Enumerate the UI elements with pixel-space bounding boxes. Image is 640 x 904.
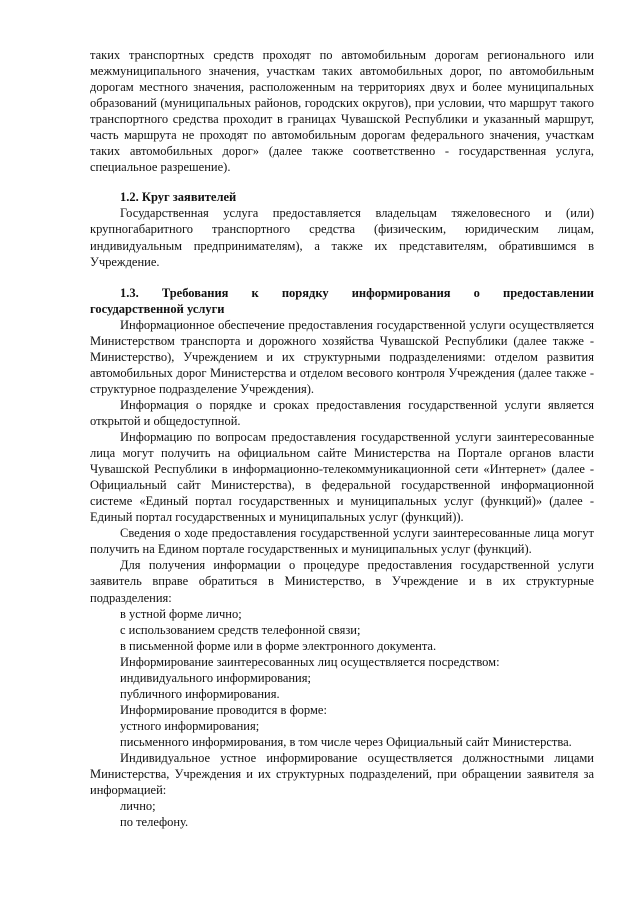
list-item: публичного информирования. xyxy=(120,686,280,701)
intro-paragraph: таких транспортных средств проходят по автомобильным дорогам регионального или межмуниципального значения, участкам таких автомобильных дорог, по автомобильным дорогам местного значения, расположенным на территориях двух и более муниципальных образований (муниципальных районов, городских округов), при условии, что маршрут такого транспортного средства проходит в границах Чувашской Республики и указанный маршрут, часть маршрута не проходят по автомобильным дорогам федерального значения, участкам таких автомобильных дорог» (далее также соответственно - государственная услуга, специальное разрешение). xyxy=(90,48,594,175)
spacer xyxy=(90,175,594,189)
form-intro: Информирование проводится в форме: xyxy=(120,702,327,717)
written-informing: письменного информирования, в том числе через Официальный сайт Министерства. xyxy=(120,734,572,749)
section-1-2-text: Государственная услуга предоставляется владельцам тяжеловесного и (или) крупногабаритного транспортного средства (физическим, юридическим лицам, индивидуальным предпринимателям), а также их представителям, обратившимся в Учреждение. xyxy=(90,206,594,269)
section-1-3-heading-line2: государственной услуги xyxy=(90,301,225,316)
section-1-2-heading: 1.2. Круг заявителей xyxy=(120,190,237,205)
paragraph-how-to-request: Для получения информации о процедуре предоставления государственной услуги заявитель вправе обратиться в Министерство, в Учреждение и в их структурные подразделения: xyxy=(90,558,594,605)
list-item: устного информирования; xyxy=(120,718,260,733)
list-item: по телефону. xyxy=(120,815,189,830)
informing-intro: Информирование заинтересованных лиц осуществляется посредством: xyxy=(120,654,500,669)
paragraph-info-sources: Информацию по вопросам предоставления государственной услуги заинтересованные лица могут получить на официальном сайте Министерства на Портале органов власти Чувашской Республики в информационно-телекоммуникационной сети «Интернет» (далее - Официальный сайт Министерства), в федеральной государственной информационной системе «Единый портал государственных и муниципальных услуг (функций)» (далее - Единый портал государственных и муниципальных услуг (функций)). xyxy=(90,430,594,525)
individual-oral-informing: Индивидуальное устное информирование осуществляется должностными лицами Министерства, Учреждения и их структурных подразделений, при обращении заявителя за информацией: xyxy=(90,750,594,798)
list-item: в письменной форме или в форме электронного документа. xyxy=(120,638,437,653)
list-item: индивидуального информирования; xyxy=(120,670,311,685)
list-item: лично; xyxy=(120,799,156,814)
list-item: в устной форме лично; xyxy=(120,606,242,621)
paragraph-status-info: Сведения о ходе предоставления государственной услуги заинтересованные лица могут получить на Едином портале государственных и муниципальных услуг (функций). xyxy=(90,526,594,557)
list-item: с использованием средств телефонной связи; xyxy=(120,622,361,637)
document-page xyxy=(90,47,594,830)
spacer xyxy=(90,270,594,285)
paragraph-info-provision: Информационное обеспечение предоставления государственной услуги осуществляется Министерством транспорта и дорожного хозяйства Чувашской Республики (далее также - Министерство), Учреждением и их структурными подразделениями: отделом развития автомобильных дорог Министерства и отделом весового контроля Учреждения (далее также - структурное подразделение Учреждения). xyxy=(90,317,594,396)
section-1-3-heading-line1: 1.3. Требования к порядку информирования о предоставлении xyxy=(120,285,594,300)
paragraph-info-open: Информация о порядке и сроках предоставления государственной услуги является открытой и общедоступной. xyxy=(90,397,594,428)
